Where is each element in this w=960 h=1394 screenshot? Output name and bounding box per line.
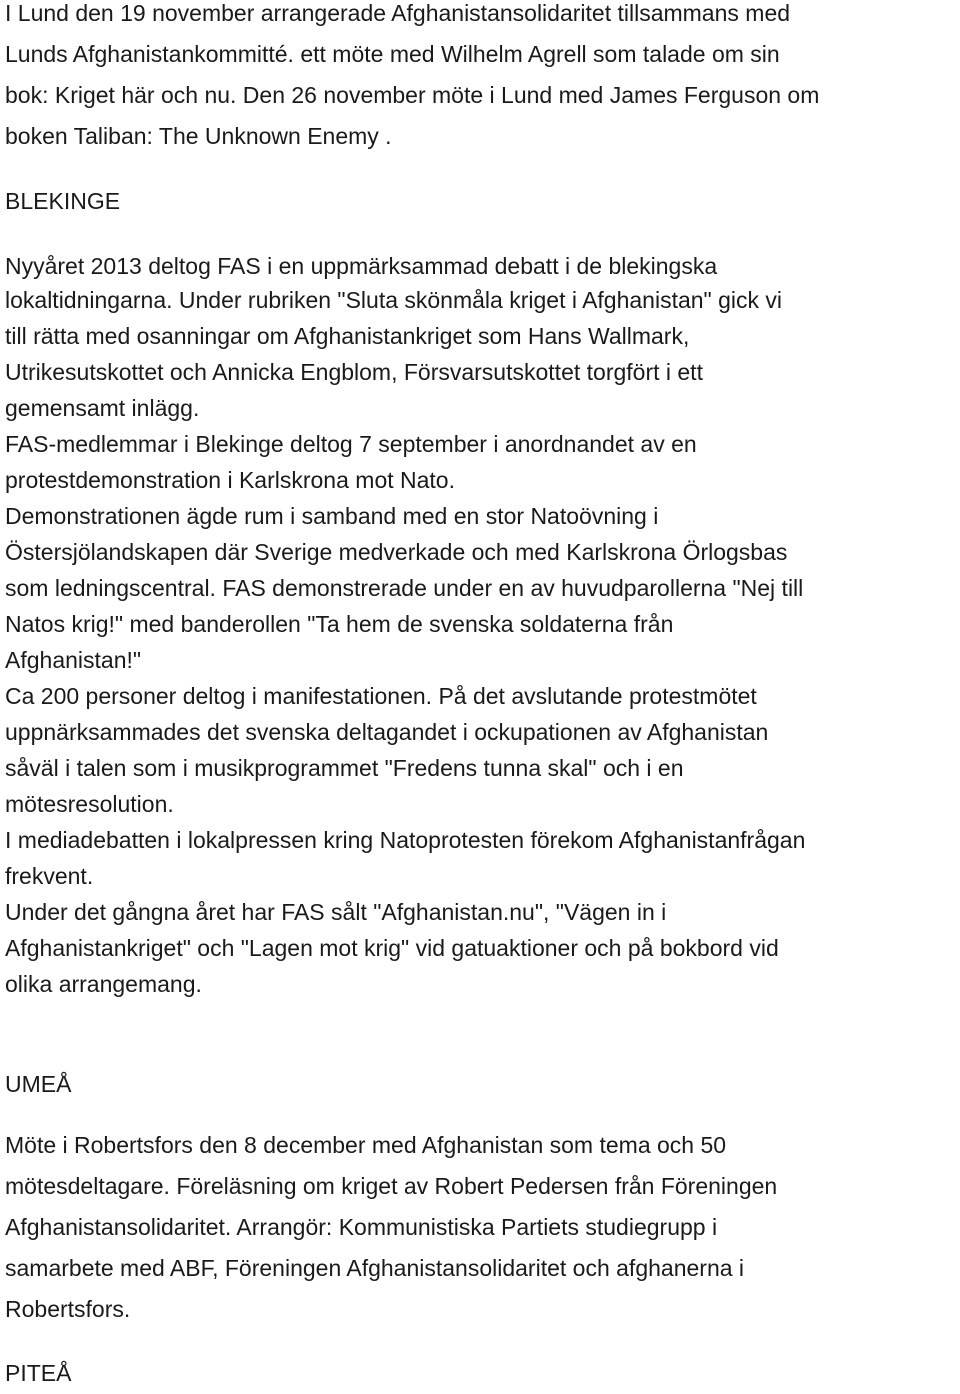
blekinge-paragraph-1: Nyyåret 2013 deltog FAS i en uppmärksammad debatt i de blekingska: [5, 253, 718, 279]
blekinge-paragraph-2: lokaltidningarna. Under rubriken "Sluta skönmåla kriget i Afghanistan" gick vi till rätta med osanningar om Afghanistankriget som Hans Wallmark, Utrikesutskottet och Annicka Engblom, Försvarsutskottet torgfört i ett gemensamt inlägg. FAS-medlemmar i Blekinge deltog 7 september i anordnandet av en protestdemonstration i Karlskrona mot Nato. Demonstrationen ägde rum i samband med en stor Natoövning i Östersjölandskapen där Sverige medverkade och med Karlskrona Örlogsbas som ledningscentral. FAS demonstrerade under en av huvudparollerna "Nej till Natos krig!" med banderollen "Ta hem de svenska soldaterna från Afghanistan!" Ca 200 personer deltog i manifestationen. På det avslutande protestmötet uppnärksammades det svenska deltagandet i ockupationen av Afghanistan såväl i talen som i musikprogrammet "Fredens tunna skal" och i en mötesresolution. I mediadebatten i lokalpressen kring Natoprotesten förekom Afghanistanfrågan frekvent. Under det gångna året har FAS sålt "Afghanistan.nu", "Vägen in i Afghanistankriget" och "Lagen mot krig" vid gatuaktioner och på bokbord vid olika arrangemang.: [5, 287, 806, 997]
section-heading-pitea: PITEÅ: [5, 1360, 72, 1386]
section-heading-blekinge: BLEKINGE: [5, 188, 121, 214]
umea-paragraph-1: Möte i Robertsfors den 8 december med Afghanistan som tema och 50 mötesdeltagare. Föreläsning om kriget av Robert Pedersen från Föreningen Afghanistansolidaritet. Arrangör: Kommunistiska Partiets studiegrupp i samarbete med ABF, Föreningen Afghanistansolidaritet och afghanerna i Robertsfors.: [5, 1132, 778, 1322]
intro-paragraph: I Lund den 19 november arrangerade Afghanistansolidaritet tillsammans med Lunds Afghanistankommitté. ett möte med Wilhelm Agrell som talade om sin bok: Kriget här och nu. Den 26 november möte i Lund med James Ferguson om boken Taliban: The Unknown Enemy .: [5, 0, 820, 149]
section-heading-umea: UMEÅ: [5, 1071, 72, 1097]
